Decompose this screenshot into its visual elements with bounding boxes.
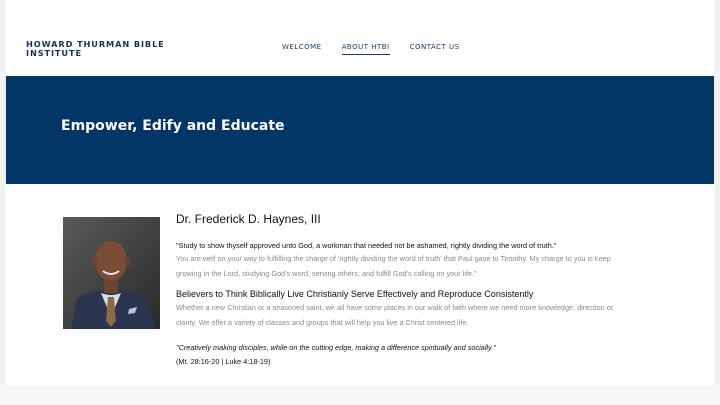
hero-banner xyxy=(6,76,714,184)
hero-title: Empower, Edify and Educate xyxy=(61,118,285,134)
nav-welcome[interactable]: WELCOME xyxy=(282,43,322,51)
mission-line-2: clarity. We offer a variety of classes and groups that will help you live a Christ centered life. xyxy=(176,318,469,327)
portrait-image xyxy=(63,217,160,329)
pastor-photo xyxy=(63,217,160,329)
profile-text xyxy=(176,212,656,366)
main-content xyxy=(6,184,714,385)
charge-line-2: growing in the Lord, studying God's word, serving others, and fulfill God's calling on your life." xyxy=(176,269,477,278)
site-header xyxy=(6,0,714,76)
page-frame-bottom xyxy=(0,385,720,405)
page-frame-right xyxy=(714,0,720,405)
nav-contact-us[interactable]: CONTACT US xyxy=(409,43,460,51)
scripture-quote: "Study to show thyself approved unto God, a workman that needed not be ashamed, rightly dividing the word of truth." xyxy=(176,241,557,250)
tagline-quote: "Creatively making disciples, while on the cutting edge, making a difference spiritually and socially." xyxy=(176,343,496,352)
main-nav xyxy=(282,43,460,55)
mission-subheading: Believers to Think Biblically Live Christianly Serve Effectively and Reproduce Consistently xyxy=(176,289,534,299)
site-brand[interactable]: HOWARD THURMAN BIBLE INSTITUTE xyxy=(26,39,165,58)
profile-name: Dr. Frederick D. Haynes, III xyxy=(176,212,321,226)
scripture-reference: (Mt. 28:16-20 | Luke 4:18-19) xyxy=(176,357,271,366)
mission-line-1: Whether a new Christian or a seasoned saint, we all have some places in our walk of faith where we need more knowledge, direction or xyxy=(176,303,614,312)
nav-about-htbi[interactable]: ABOUT HTBI xyxy=(342,43,390,55)
charge-line-1: You are well on your way to fulfilling the charge of 'rightly dividing the word of truth' that Paul gave to Timothy. My charge to you is keep xyxy=(176,254,611,263)
